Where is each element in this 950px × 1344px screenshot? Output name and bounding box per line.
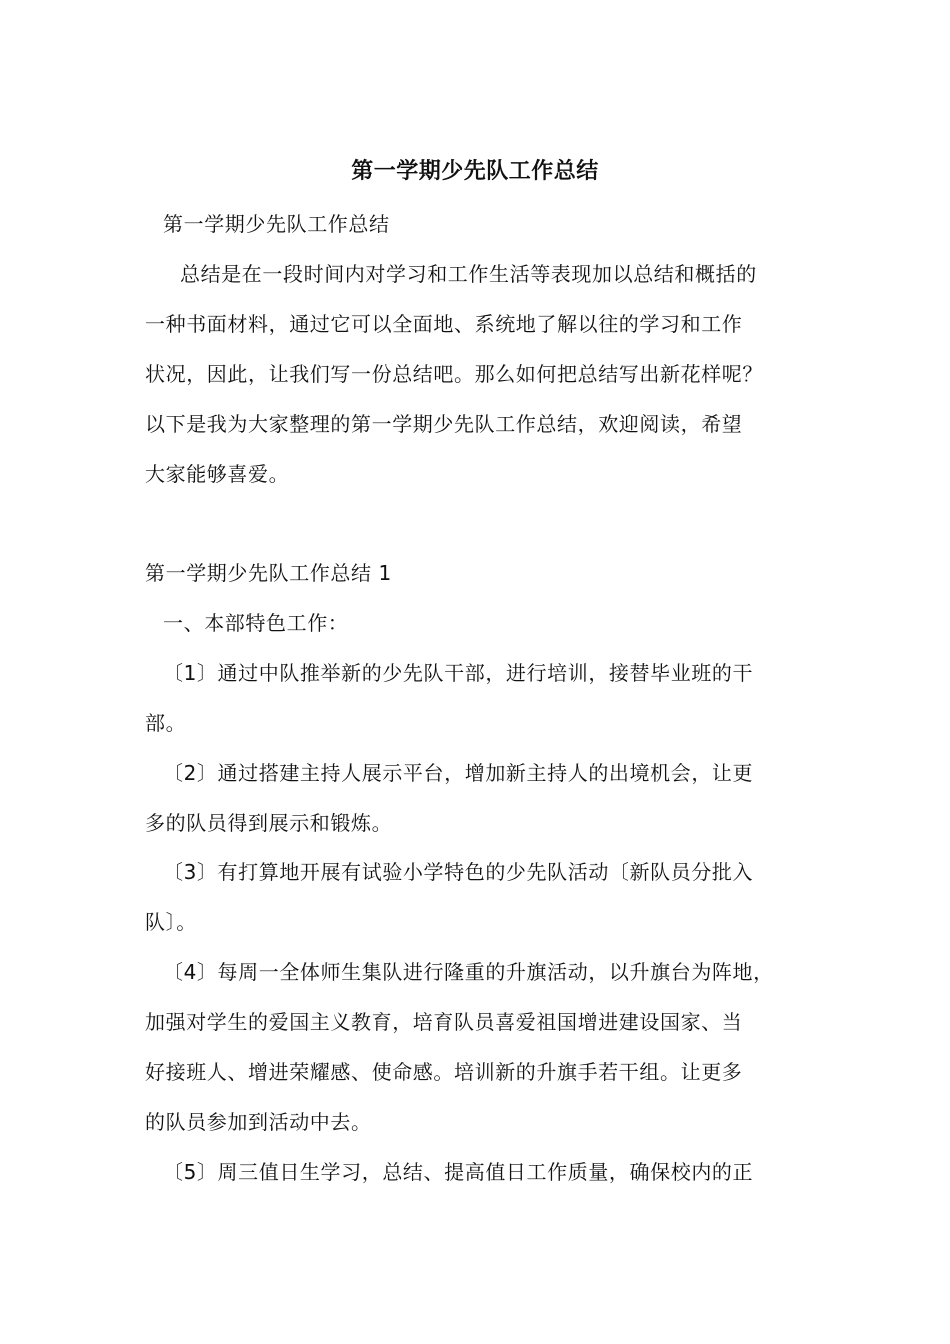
list-item-line: 〔1〕通过中队推举新的少先队干部，进行培训，接替毕业班的干 [163,661,754,685]
section-heading: 第一学期少先队工作总结 1 [145,561,392,585]
subsection-heading: 一、本部特色工作： [163,611,349,635]
list-item-line: 多的队员得到展示和锻炼。 [145,811,393,835]
list-item-line: 〔5〕周三值日生学习，总结、提高值日工作质量，确保校内的正 [163,1160,754,1184]
list-item-line: 好接班人、增进荣耀感、使命感。培训新的升旗手若干组。让更多 [145,1060,743,1084]
paragraph-line: 状况，因此，让我们写一份总结吧。那么如何把总结写出新花样呢？ [145,362,763,386]
list-item-line: 〔2〕通过搭建主持人展示平台，增加新主持人的出境机会，让更 [163,761,754,785]
subtitle-line: 第一学期少先队工作总结 [163,212,390,236]
list-item-line: 〔4〕每周一全体师生集队进行隆重的升旗活动，以升旗台为阵地， [163,960,774,984]
document-title: 第一学期少先队工作总结 [351,159,599,184]
list-item-line: 部。 [145,711,187,735]
paragraph-line: 总结是在一段时间内对学习和工作生活等表现加以总结和概括的 [180,262,757,286]
list-item-line: 的队员参加到活动中去。 [145,1110,372,1134]
list-item-line: 〔3〕有打算地开展有试验小学特色的少先队活动〔新队员分批入 [163,860,754,884]
list-item-line: 队〕。 [145,910,197,934]
paragraph-line: 以下是我为大家整理的第一学期少先队工作总结，欢迎阅读，希望 [145,412,743,436]
paragraph-line: 大家能够喜爱。 [145,462,290,486]
list-item-line: 加强对学生的爱国主义教育，培育队员喜爱祖国增进建设国家、当 [145,1010,743,1034]
paragraph-line: 一种书面材料，通过它可以全面地、系统地了解以往的学习和工作 [145,312,743,336]
